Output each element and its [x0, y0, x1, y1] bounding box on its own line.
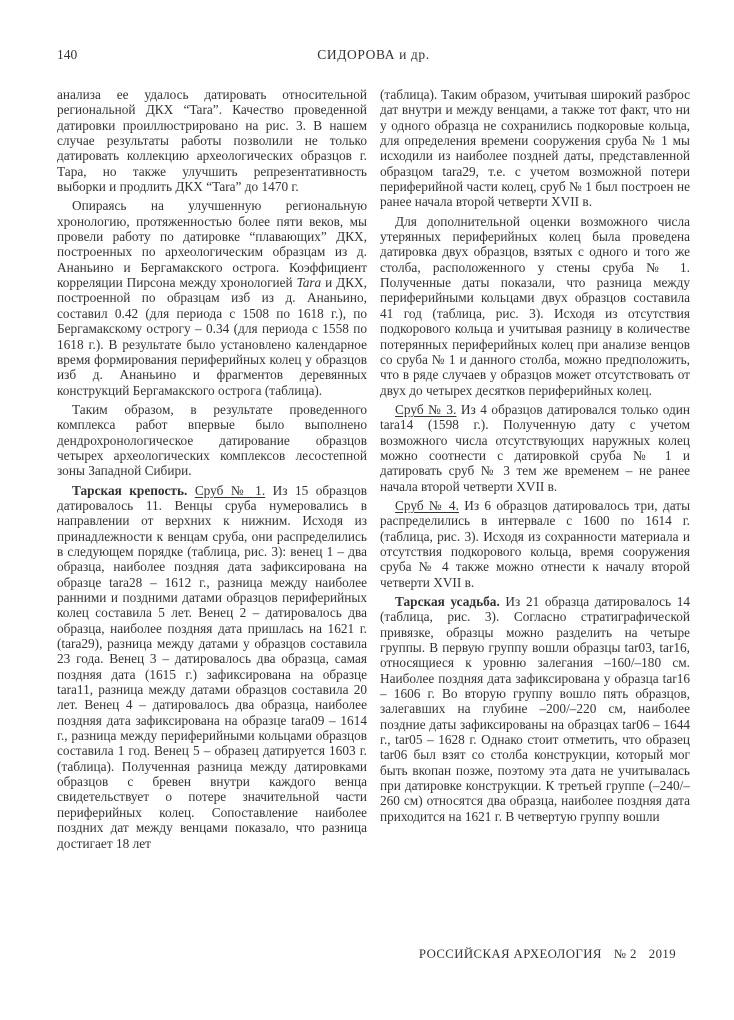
text-run: Сруб № 1.: [194, 482, 266, 498]
text-run: Из 15 образцов датировалось 11. Венцы сруба нумеровались в направлении от верхних к нижним. Исходя из принадлежности к венцам сруба, они распределились в следующем порядке (таблица, рис. 3): венец 1 – два образца, наиболее поздняя дата зафиксирована на образце tara28 – 1612 г., разница между наиболее ранними и поздними датами образцов периферийных колец составила 5 лет. Венец 2 – датировалось два образца, наиболее поздняя дата пришлась на 1621 г. (tara29), разница между датами у образцов составила 23 года. Венец 3 – датировалось два образца, самая поздняя дата (1615 г.) зафиксирована на образце tara11, разница между датами образцов составила 20 лет. Венец 4 – датировалось два образца, наиболее поздняя дата зафиксирована на образце tara09 – 1614 г., разница между периферийными кольцами образцов составила 1 год. Венец 5 – образец датируется 1603 г. (таблица). Полученная разница между датировками образцов с бревен внутри каждого венца свидетельствует о потере значительной части периферийных колец. Сопоставление наиболее поздних дат между венцами показало, что разница достигает 18 лет: [57, 482, 368, 851]
text-run: Из 21 образца датировалось 14 (таблица, рис. 3). Согласно стратиграфической привязке, образцы можно разделить на четыре группы. В первую группу вошли образцы tar03, tar16, относящиеся к уровню залегания –160/–180 см. Наиболее поздняя дата зафиксирована у образца tar16 – 1606 г. Во вторую группу вошло пять образцов, залегавших на глубине –200/–220 см, наиболее поздние даты зафиксированы на образцах tar06 – 1644 г., tar05 – 1628 г. Однако стоит отметить, что образец tar06 был взят со столба конструкции, который мог быть вкопан позже, поэтому эта дата не учитывалась при датировке конструкции. К третьей группе (–240/–260 см) относятся два образца, наиболее поздняя дата приходится на 1621 г. В четвертую группу вошли: [380, 594, 690, 824]
right-column: [380, 87, 690, 851]
paragraph: [57, 402, 367, 479]
text-run: Тарская крепость.: [72, 482, 188, 498]
paragraph: [380, 402, 690, 494]
text-run: Тарская усадьба.: [395, 594, 500, 609]
paragraph: [380, 214, 690, 398]
text-run: Из 4 образцов датировался только один tara14 (1598 г.). Полученную дату с учетом возможного числа отсутствующих наружных колец можно соотнести с датировкой сруба № 1 и датировать сруб № 3 тем же временем – не ранее начала второй четверти XVII в.: [380, 401, 690, 494]
text-run: Из 6 образцов датировалось три, даты распределились в интервале с 1600 по 1614 г. (таблица, рис. 3). Исходя из сохранности материала и отсутствия подкорового кольца, время сооружения сруба № 4 также можно отнести к началу второй четверти XVII в.: [380, 497, 690, 590]
text-run: анализа ее удалось датировать относительной региональной ДКХ “Tara”. Качество проведенной датировки проиллюстрировано на рис. 3. В нашем случае результаты работы позволили не только датировать коллекцию археологических образцов г. Тара, но также улучшить репрезентативность выборки и продлить ДКХ “Tara” до 1470 г.: [57, 87, 367, 195]
paragraph: [57, 87, 367, 194]
left-column: [57, 87, 367, 851]
paragraph: [57, 198, 367, 397]
text-run: Сруб № 3.: [395, 401, 457, 417]
issue-number: № 2: [613, 947, 637, 961]
text-run: (таблица). Таким образом, учитывая широкий разброс дат внутри и между венцами, а также тот факт, что ни у одного образца не сохранились подкоровые кольца, для определения времени сооружения сруба № 1 мы исходили из наиболее поздней даты, представленной образцом tara29, т.е. с учетом возможной потери периферийной части колец, сруб № 1 был построен не ранее начала второй четверти XVII в.: [380, 87, 690, 210]
page-number: 140: [57, 47, 78, 62]
text-run: Опираясь на улучшенную региональную хронологию, протяженностью более пяти веков, мы провели работу по датировке “плавающих” ДКХ, построенных по археологическим образцам из д. Ананьино и Бергамакского острога. Коэффициент корреляции Пирсона между хронологией: [57, 198, 367, 291]
paragraph: [380, 87, 690, 210]
text-run: Tara: [296, 275, 322, 291]
text-run: Сруб № 4.: [395, 497, 459, 513]
article-body: [57, 87, 690, 851]
page-header: [57, 47, 690, 63]
paragraph: [57, 483, 367, 851]
text-run: Таким образом, в результате проведенного комплекса работ впервые было выполнено дендрохронологическое датирование образцов четырех археологических комплексов лесостепной зоны Западной Сибири.: [57, 401, 367, 479]
page-footer: [419, 947, 676, 962]
running-title: СИДОРОВА и др.: [317, 47, 430, 62]
text-run: [187, 483, 194, 498]
paragraph: [380, 594, 690, 824]
publication-year: 2019: [648, 947, 676, 961]
text-run: и ДКХ, построенной по образцам изб из д. Ананьино, составил 0.42 (для периода с 1508 по 1618 г.), по Бергамакскому острогу – 0.34 (для периода с 1558 по 1618 г.). В результате было установлено календарное время формирования периферийных колец у образцов изб д. Ананьино и фрагментов деревянных конструкций Бергамакского острога (таблица).: [57, 275, 367, 398]
paragraph: [380, 498, 690, 590]
journal-title: РОССИЙСКАЯ АРХЕОЛОГИЯ: [418, 947, 602, 961]
text-run: Для дополнительной оценки возможного числа утерянных периферийных колец была проведена датировка двух образцов, взятых с одного и того же столба, расположенного у стены сруба № 1. Полученные даты показали, что разница между периферийными кольцами двух образцов составила 41 год (таблица, рис. 3). Исходя из отсутствия подкорового кольца и учитывая разницу в количестве потерянных периферийных колец при анализе венцов со сруба № 1 и данного столба, можно предположить, что в ряде случаев у образцов может отсутствовать от двух до четырех десятков периферийных колец.: [380, 213, 690, 398]
